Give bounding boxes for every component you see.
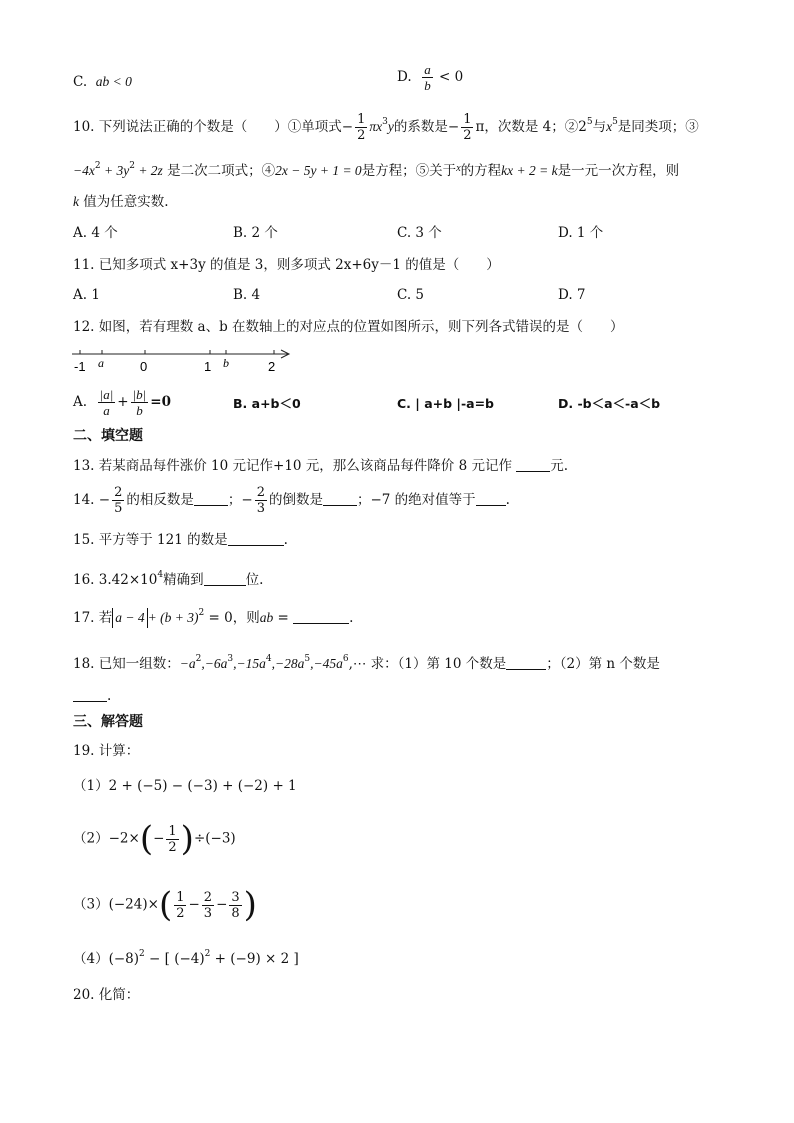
q14-blank2: [323, 492, 357, 506]
q12-text: 12. 如图，若有理数 a、b 在数轴上的对应点的位置如图所示，则下列各式错误的是（ ）: [73, 319, 624, 335]
tick-2: 2: [268, 359, 276, 374]
tick-0: 0: [140, 359, 148, 374]
q12-option-b: B. a+b＜0: [233, 396, 301, 411]
q14-blank3: [476, 492, 506, 506]
q11-option-d: D. 7: [558, 287, 586, 303]
tick-a: a: [98, 356, 104, 370]
number-line: [70, 345, 295, 377]
section-fill-in-title: 二、填空题: [73, 428, 143, 444]
q10-option-c: C. 3 个: [397, 225, 442, 241]
q17-text: 17. 若 $a - 4 + (b + 3)^2 = 0$，则ab = .: [73, 608, 354, 626]
q18-blank2: [73, 688, 107, 702]
q20-title: 20. 化简：: [73, 987, 140, 1003]
q12-option-c: C. | a+b |-a=b: [397, 396, 495, 411]
q18-text: 18. 已知一组数：$-a^2,-6a^3,-15a^4,-28a^5,-45a^6,\cdots$ 求：（1）第 10 个数是 ；（2）第 n 个数是: [73, 654, 660, 672]
q12-option-d: D. -b＜a＜-a＜b: [558, 396, 661, 411]
q17-blank: [293, 610, 349, 624]
q10-option-d: D. 1 个: [558, 225, 604, 241]
q16-text: 16. $3.42\times 10^4$精确到 位.: [73, 570, 264, 588]
q13-text: 13. 若某商品每件涨价 10 元记作+10 元，那么该商品每件降价 8 元记作 元.: [73, 458, 569, 474]
q13-blank: [516, 458, 550, 472]
q19-title: 19. 计算：: [73, 743, 140, 759]
q11-option-b: B. 4: [233, 287, 261, 303]
q10-line2: $-4x^2 + 3y^2 + 2z$ 是二次二项式；④2x − 5y + 1 = 0是方程；⑤关于$^x$的方程kx + 2 = k是一元一次方程，则: [73, 161, 680, 179]
q10-option-a: A. 4 个: [73, 225, 118, 241]
q10-line3: k 值为任意实数.: [73, 194, 169, 210]
q15-blank: [228, 532, 284, 546]
tick-1: 1: [204, 359, 212, 374]
q9-option-c: C. ab < 0: [73, 74, 132, 90]
q14-blank1: [194, 492, 228, 506]
q16-blank: [204, 572, 246, 586]
q11-option-c: C. 5: [397, 287, 425, 303]
q18-line2: .: [73, 686, 111, 706]
tick-b: b: [223, 356, 229, 370]
tick-minus1: -1: [74, 359, 86, 374]
section-answer-title: 三、解答题: [73, 714, 143, 730]
q11-option-a: A. 1: [73, 287, 100, 303]
q11-text: 11. 已知多项式 x+3y 的值是 3，则多项式 2x+6y－1 的值是（ ）: [73, 257, 500, 273]
q10-option-b: B. 2 个: [233, 225, 278, 241]
q10-line1: 10. 下列说法正确的个数是（ ）①单项式− $\frac{1}{2}$ $\pi x^3y$的系数是− $\frac{1}{2}$ π，次数是 4；$②2^5$与$x^5$是同类项；③: [73, 112, 699, 143]
q14-text: 14. − $\frac{2}{5}$ 的相反数是 ；− $\frac{2}{3}$ 的倒数是 ；−7 的绝对值等于 .: [73, 485, 510, 516]
q15-text: 15. 平方等于 121 的数是 .: [73, 532, 288, 548]
q9-option-d: D. $\frac{a}{b}$ < 0: [397, 62, 464, 93]
q19-part4: $(4)(-8)^2$ − [ $(-4)^2 + (-9) \times 2$ ]: [73, 949, 299, 967]
q12-option-a: A. $\frac{|a|}{a}$ + $\frac{|b|}{b}$ =0: [73, 387, 171, 418]
q19-part1: （1）2 + (−5) − (−3) + (−2) + 1: [73, 778, 297, 794]
q18-blank1: [506, 656, 546, 670]
q19-part3: （3）(−24)×( $\frac{1}{2}$ − $\frac{2}{3}$ − $\frac{3}{8}$ ): [73, 885, 257, 925]
q19-part2: （2）−2×(− $\frac{1}{2}$ )÷(−3): [73, 819, 236, 859]
